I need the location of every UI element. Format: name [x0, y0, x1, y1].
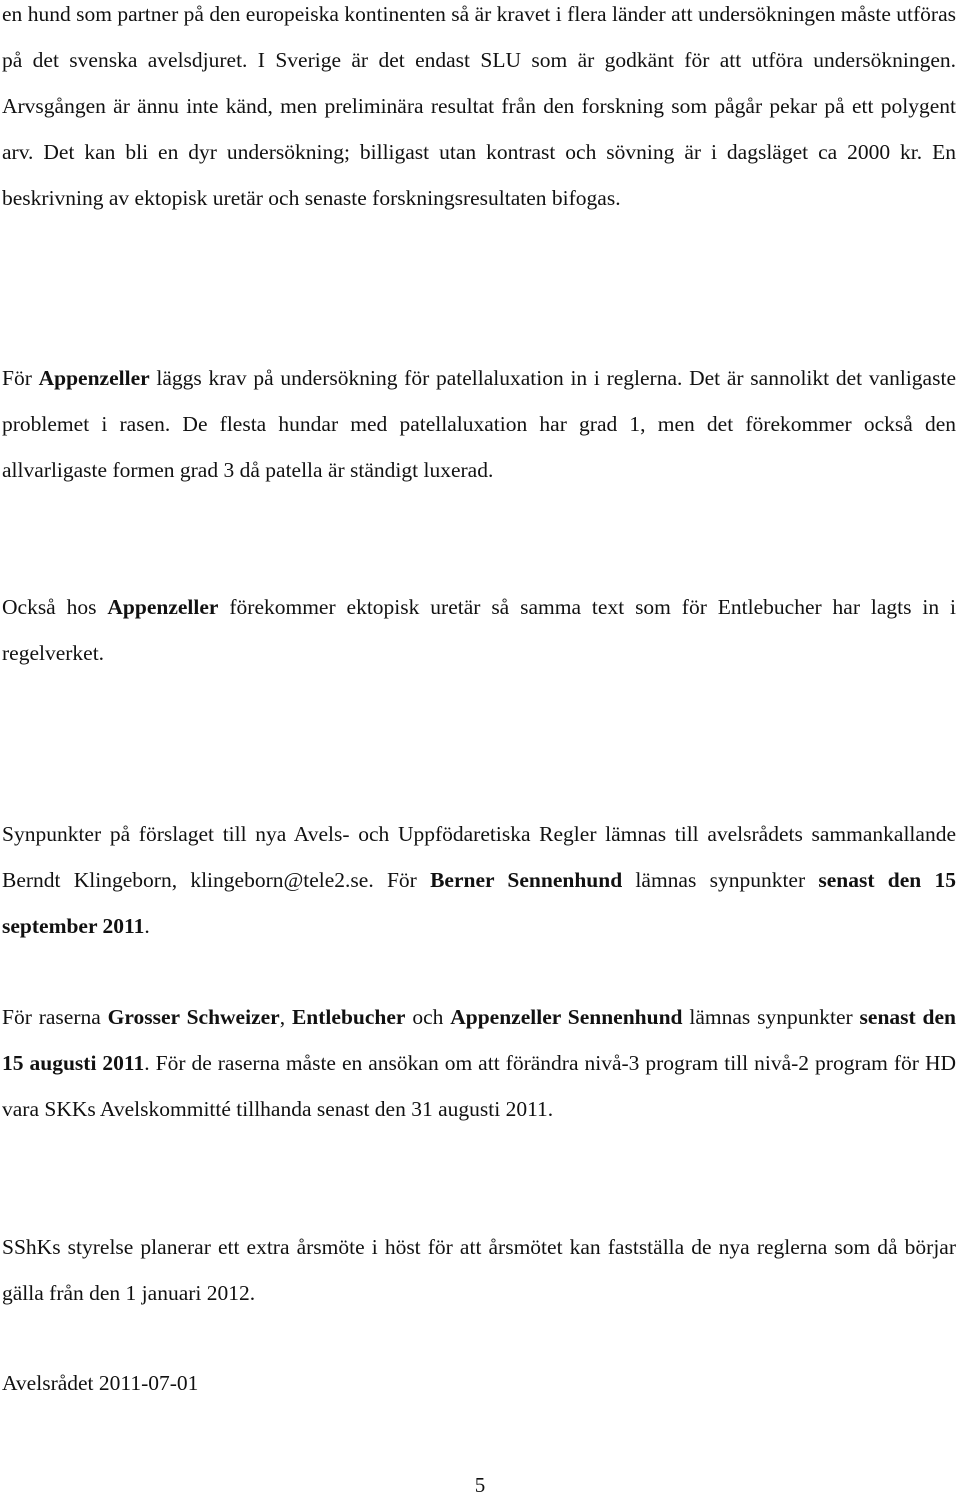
paragraph-ektopisk-uretar: [2, 0, 956, 221]
paragraph-text: .: [144, 914, 150, 938]
paragraph-text: Också hos: [2, 595, 108, 619]
paragraph-text: förekommer ektopisk uretär så samma text som för Entlebucher har lagts in i regelverket.: [2, 595, 956, 665]
breed-name-bold: Berner Sennenhund: [430, 868, 623, 892]
deadline-bold: senast den 15 augusti 2011: [2, 1005, 957, 1075]
paragraph-synpunkter-berner: [2, 811, 956, 949]
signature-date: [2, 1360, 956, 1406]
paragraph-text: SShKs styrelse planerar ett extra årsmöte i höst för att årsmötet kan fastställa de nya reglerna som då börjar gälla från den 1 januari 2012.: [2, 1235, 956, 1305]
paragraph-text: en hund som partner på den europeiska kontinenten så är kravet i flera länder att undersökningen måste utföras på det svenska avelsdjuret. I Sverige är det endast SLU som är godkänt för att utföra undersökningen. Arvsgången är ännu inte känd, men preliminära resultat från den forskning som pågår pekar på ett polygent arv. Det kan bli en dyr undersökning; billigast utan kontrast och sövning är i dagsläget ca 2000 kr. En beskrivning av ektopisk uretär och senaste forskningsresultaten bifogas.: [2, 2, 956, 210]
page-number: 5: [474, 1473, 486, 1497]
paragraph-text: Avelsrådet 2011-07-01: [2, 1371, 199, 1395]
paragraph-text: läggs krav på undersökning för patellaluxation in i reglerna. Det är sannolikt det vanligaste problemet i rasen. De flesta hundar med patellaluxation har grad 1, men det förekommer också den allvarligaste formen grad 3 då patella är ständigt luxerad.: [2, 366, 956, 482]
paragraph-text: . För de raserna måste en ansökan om att förändra nivå-3 program till nivå-2 program för HD vara SKKs Avelskommitté tillhanda senast den 31 augusti 2011.: [2, 1051, 957, 1121]
breed-name-bold: Appenzeller Sennenhund: [450, 1005, 683, 1029]
paragraph-text: För raserna: [2, 1005, 108, 1029]
paragraph-appenzeller-patellaluxation: [2, 355, 956, 493]
breed-name-bold: Grosser Schweizer: [107, 1005, 280, 1029]
paragraph-arsmote: [2, 1224, 956, 1316]
paragraph-synpunkter-ovriga-raser: [2, 994, 956, 1132]
paragraph-text: Synpunkter på förslaget till nya Avels- och Uppfödaretiska Regler lämnas till avelsrådets sammankallande Berndt Klingeborn, klingeborn@tele2.se. För: [2, 822, 956, 892]
paragraph-text: ,: [279, 1005, 292, 1029]
breed-name-bold: Appenzeller: [107, 595, 219, 619]
paragraph-text: För: [2, 366, 39, 390]
paragraph-text: lämnas synpunkter: [622, 868, 819, 892]
paragraph-appenzeller-ektopisk: [2, 584, 956, 676]
breed-name-bold: Entlebucher: [291, 1005, 406, 1029]
deadline-bold: senast den 15 september 2011: [2, 868, 956, 938]
paragraph-text: och: [405, 1005, 451, 1029]
breed-name-bold: Appenzeller: [38, 366, 150, 390]
paragraph-text: lämnas synpunkter: [682, 1005, 860, 1029]
